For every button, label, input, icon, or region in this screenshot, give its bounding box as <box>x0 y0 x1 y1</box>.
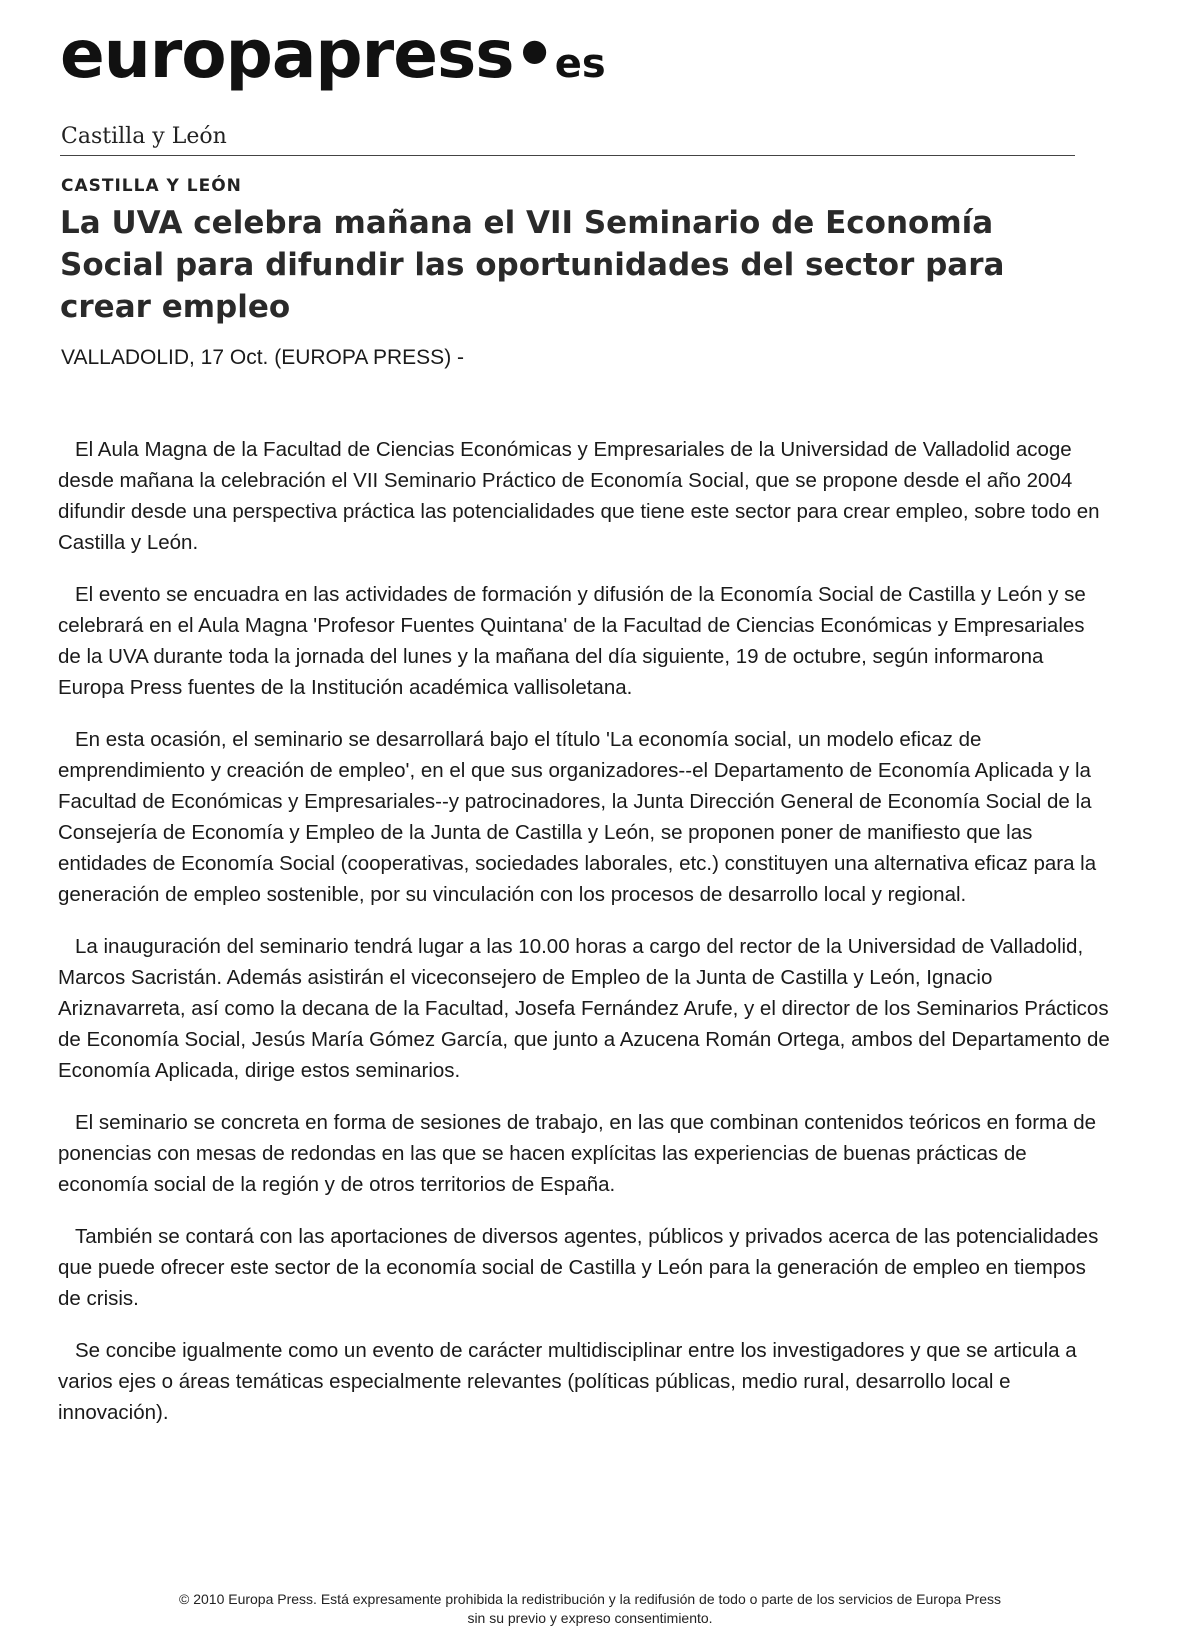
article-paragraph: En esta ocasión, el seminario se desarrollará bajo el título 'La economía social, un modelo eficaz de emprendimiento y creación de empleo', en el que sus organizadores--el Departamento de Economía Aplicada y la Facultad de Económicas y Empresariales--y patrocinadores, la Junta Dirección General de Economía Social de la Consejería de Economía y Empleo de la Junta de Castilla y León, se proponen poner de manifiesto que las entidades de Economía Social (cooperativas, sociedades laborales, etc.) constituyen una alternativa eficaz para la generación de empleo sostenible, por su vinculación con los procesos de desarrollo local y regional. <box>58 728 1097 906</box>
logo-dot: • <box>513 16 555 93</box>
article-paragraph: También se contará con las aportaciones de diversos agentes, públicos y privados acerca de las potencialidades que puede ofrecer este sector de la economía social de Castilla y León para la generación de empleo en tiempos de crisis. <box>58 1225 1099 1310</box>
article-body <box>58 434 1113 1449</box>
article-paragraph: Se concibe igualmente como un evento de carácter multidisciplinar entre los investigadores y que se articula a varios ejes o áreas temáticas especialmente relevantes (políticas públicas, medio rural, desarrollo local e innovación). <box>58 1339 1077 1424</box>
article-paragraph: El Aula Magna de la Facultad de Ciencias Económicas y Empresariales de la Universidad de Valladolid acoge desde mañana la celebración el VII Seminario Práctico de Economía Social, que se propone desde el año 2004 difundir desde una perspectiva práctica las potencialidades que tiene este sector para crear empleo, sobre todo en Castilla y León. <box>58 438 1100 554</box>
copyright-line-2: sin su previo y expreso consentimiento. <box>467 1610 713 1626</box>
logo-main-text: europapress <box>60 16 514 93</box>
article-paragraph: El evento se encuadra en las actividades de formación y difusión de la Economía Social de Castilla y León y se celebrará en el Aula Magna 'Profesor Fuentes Quintana' de la Facultad de Ciencias Económicas y Empresariales de la UVA durante toda la jornada del lunes y la mañana del día siguiente, 19 de octubre, según informarona Europa Press fuentes de la Institución académica vallisoletana. <box>58 583 1086 699</box>
copyright-line-1: © 2010 Europa Press. Está expresamente prohibida la redistribución y la redifusión de todo o parte de los servicios de Europa Press <box>179 1591 1001 1607</box>
article-paragraph: El seminario se concreta en forma de sesiones de trabajo, en las que combinan contenidos teóricos en forma de ponencias con mesas de redondas en las que se hacen explícitas las experiencias de buenas prácticas de economía social de la región y de otros territorios de España. <box>58 1111 1097 1196</box>
article-dateline: VALLADOLID, 17 Oct. (EUROPA PRESS) - <box>61 346 465 369</box>
masthead-divider <box>60 155 1075 156</box>
section-name: Castilla y León <box>61 124 227 149</box>
article-headline: La UVA celebra mañana el VII Seminario de Economía Social para difundir las oportunidades del sector para crear empleo <box>60 205 1005 325</box>
article-kicker: CASTILLA Y LEÓN <box>61 176 242 196</box>
europapress-logo <box>60 16 606 93</box>
copyright-footer <box>40 1590 1140 1628</box>
article-paragraph: La inauguración del seminario tendrá lugar a las 10.00 horas a cargo del rector de la Universidad de Valladolid, Marcos Sacristán. Además asistirán el viceconsejero de Empleo de la Junta de Castilla y León, Ignacio Ariznavarreta, así como la decana de la Facultad, Josefa Fernández Arufe, y el director de los Seminarios Prácticos de Economía Social, Jesús María Gómez García, que junto a Azucena Román Ortega, ambos del Departamento de Economía Aplicada, dirige estos seminarios. <box>58 935 1110 1082</box>
logo-tld-text: es <box>554 41 606 87</box>
